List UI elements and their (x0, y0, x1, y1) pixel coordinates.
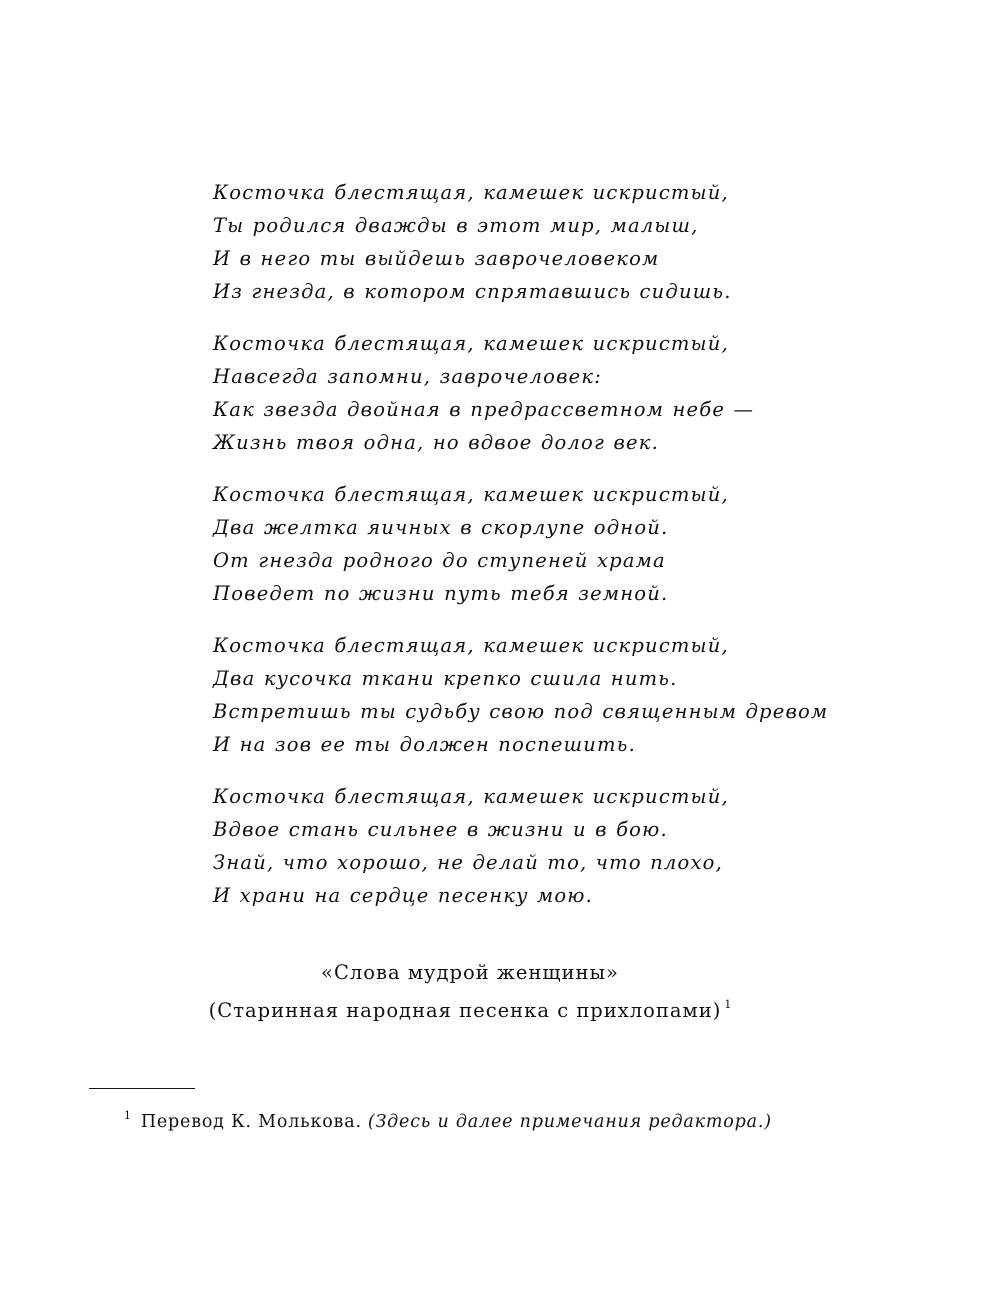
poem-line: Поведет по жизни путь тебя земной. (213, 582, 669, 605)
source-title: «Слова мудрой женщины» (321, 961, 619, 984)
poem-line: Навсегда запомни, заврочеловек: (213, 365, 602, 388)
stanza (213, 176, 833, 308)
stanza (213, 478, 833, 610)
poem (213, 176, 833, 931)
footnote-divider (89, 1088, 195, 1089)
footnote-reference[interactable]: 1 (724, 998, 732, 1011)
poem-line: От гнезда родного до ступеней храма (213, 549, 666, 572)
stanza (213, 780, 833, 912)
poem-line: И в него ты выйдешь заврочеловеком (213, 247, 660, 270)
poem-line: Косточка блестящая, камешек искристый, (213, 181, 729, 204)
poem-line: И на зов ее ты должен поспешить. (213, 733, 636, 756)
poem-line: Из гнезда, в котором спрятавшись сидишь. (213, 280, 732, 303)
stanza (213, 327, 833, 459)
poem-line: Знай, что хорошо, не делай то, что плохо, (213, 851, 724, 874)
poem-line: Косточка блестящая, камешек искристый, (213, 332, 729, 355)
poem-line: Как звезда двойная в предрассветном небе — (213, 398, 755, 421)
footnote-editor-note: (Здесь и далее примечания редактора.) (367, 1112, 772, 1132)
poem-line: Два желтка яичных в скорлупе одной. (213, 516, 669, 539)
poem-line: Жизнь твоя одна, но вдвое долог век. (213, 431, 659, 454)
source-subtitle-line (0, 989, 940, 1021)
poem-line: Косточка блестящая, камешек искристый, (213, 634, 729, 657)
poem-line: Ты родился дважды в этот мир, малыш, (213, 214, 699, 237)
footnote (124, 1101, 772, 1137)
source-subtitle: (Старинная народная песенка с прихлопами) (208, 999, 722, 1022)
poem-source (0, 957, 940, 1021)
stanza (213, 629, 833, 761)
poem-line: Вдвое стань сильнее в жизни и в бою. (213, 818, 668, 841)
footnote-text: Перевод К. Молькова. (140, 1112, 362, 1132)
poem-line: Косточка блестящая, камешек искристый, (213, 483, 729, 506)
poem-line: Встретишь ты судьбу свою под священным древом (213, 700, 829, 723)
poem-line: И храни на сердце песенку мою. (213, 884, 594, 907)
poem-line: Два кусочка ткани крепко сшила нить. (213, 667, 678, 690)
footnote-number: 1 (124, 1109, 132, 1122)
poem-line: Косточка блестящая, камешек искристый, (213, 785, 729, 808)
